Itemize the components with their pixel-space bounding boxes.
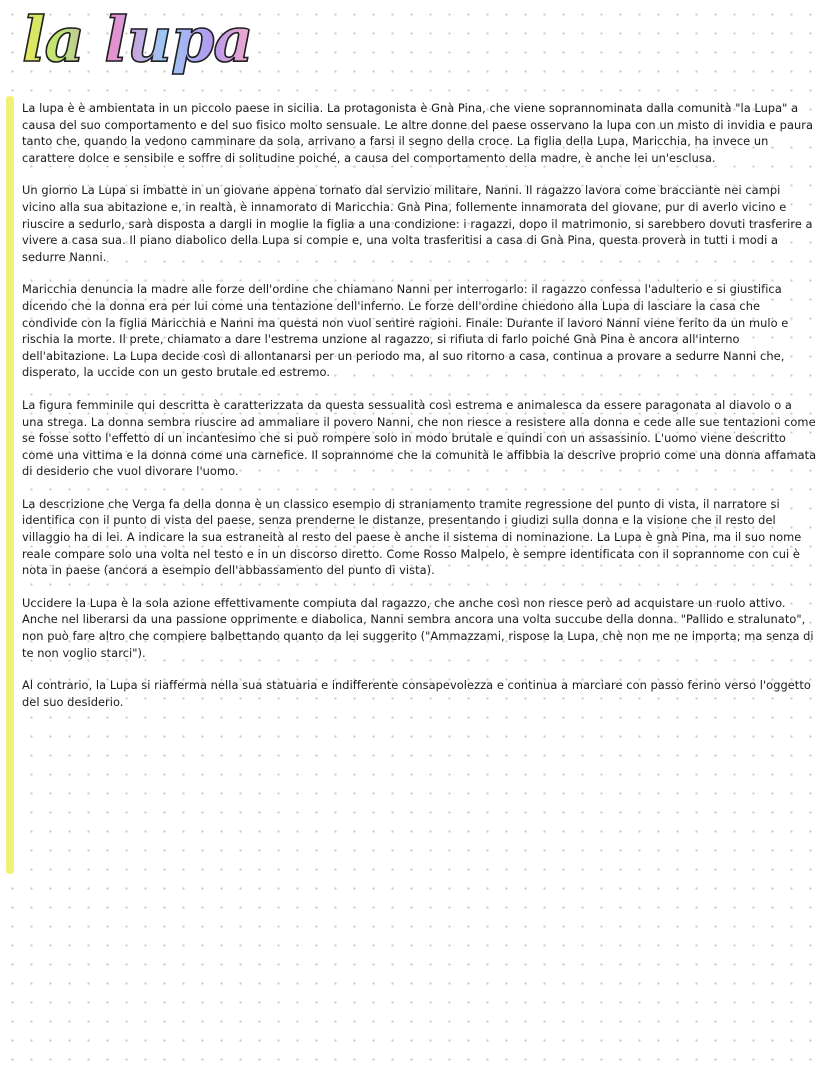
text-body: [22, 100, 817, 726]
highlight-bar: [6, 96, 14, 874]
paragraph-nanni: Un giorno La Lupa si imbatte in un giovane appena tornato dal servizio militare, Nanni. Il ragazzo lavora come bracciante nei campi vicino alla sua abitazione e, in realtà, è innamorato di Maricchia. Gnà Pina, follemente innamorata del giovane, pur di averlo vicino e riuscire a sedurlo, sarà disposta a dargli in moglie la figlia a una condizione: i ragazzi, dopo il matrimonio, si sarebbero dovuti trasferire a vivere a casa sua. Il piano diabolico della Lupa si compie e, una volta trasferitisi a casa di Gnà Pina, questa proverà in tutti i modi a sedurre Nanni.: [22, 183, 813, 264]
paragraph-plot-intro: La lupa è è ambientata in un piccolo paese in sicilia. La protagonista è Gnà Pina, che viene soprannominata dalla comunità "la Lupa" a causa del suo comportamento e del suo fisico molto sensuale. Le altre donne del paese osservano la lupa con un misto di invidia e paura tanto che, quando la vedono camminare da sola, arrivano a farsi il segno della croce. La figlia della Lupa, Maricchia, ha invece un carattere dolce e sensibile e soffre di solitudine poiché, a causa del comportamento della madre, è anche lei un'esclusa.: [22, 101, 814, 165]
page-title: la lupa: [22, 0, 252, 80]
paragraph-female-figure: La figura femminile qui descritta è caratterizzata da questa sessualità così estrema e animalesca da essere paragonata al diavolo o a una strega. La donna sembra riuscire ad ammaliare il povero Nanni, che non riesce a resistere alla donna e cede alle sue tentazioni come se fosse sotto l'effetto di un incantesimo che si può rompere solo in modo brutale e quindi con un assassinio. L'uomo viene descritto come una vittima e la donna come una carnefice. Il soprannome che la comunità le affibbia la descrive proprio come una donna affamata di desiderio che vuol divorare l'uomo.: [22, 397, 817, 479]
paragraph-straniamento: La descrizione che Verga fa della donna è un classico esempio di straniamento tramite regressione del punto di vista, il narratore si identifica con il punto di vista del paese, senza prenderne le distanze, presentando i giudizi sulla donna e la visione che il resto del villaggio ha di lei. A indicare la sua estraneità al resto del paese è anche il sistema di nominazione. La Lupa è gnà Pina, ma il suo nome reale compare solo una volta nel testo e in un discorso diretto. Come Rosso Malpelo, è sempre identificata con il soprannome con cui è nota in paese (ancora a esempio dell'abbassamento del punto di vista).: [22, 496, 802, 578]
paragraph-conclusion: Al contrario, la Lupa si riafferma nella sua statuaria e indifferente consapevolezza e continua a marciare con passo ferino verso l'oggetto del suo desiderio.: [22, 678, 811, 709]
paragraph-uccidere: Uccidere la Lupa è la sola azione effettivamente compiuta dal ragazzo, che anche così non riesce però ad acquistare un ruolo attivo. Anche nel liberarsi da una passione opprimente e diabolica, Nanni sembra ancora una volta succube della donna. "Pallido e stralunato", non può fare altro che compiere balbettando quanto da lei suggerito ("Ammazzami, rispose la Lupa, chè non me ne importa; ma senza di te non voglio starci").: [22, 595, 814, 660]
paragraph-finale: Maricchia denuncia la madre alle forze dell'ordine che chiamano Nanni per interrogarlo: il ragazzo confessa l'adulterio e si giustifica dicendo che la donna era per lui come una tentazione dell'inferno. Le forze dell'ordine chiedono alla Lupa di lasciare la casa che condivide con la figlia Maricchia e Nanni ma questa non vuol sentire ragioni. Finale: Durante il lavoro Nanni viene ferito da un mulo e rischia la morte. Il prete, chiamato a dare l'estrema unzione al ragazzo, si rifiuta di farlo poiché Gnà Pina è ancora all'interno dell'abitazione. La Lupa decide così di allontanarsi per un periodo ma, al suo ritorno a casa, continua a provare a sedurre Nanni che, disperato, la uccide con un gesto brutale ed estremo.: [22, 282, 789, 380]
